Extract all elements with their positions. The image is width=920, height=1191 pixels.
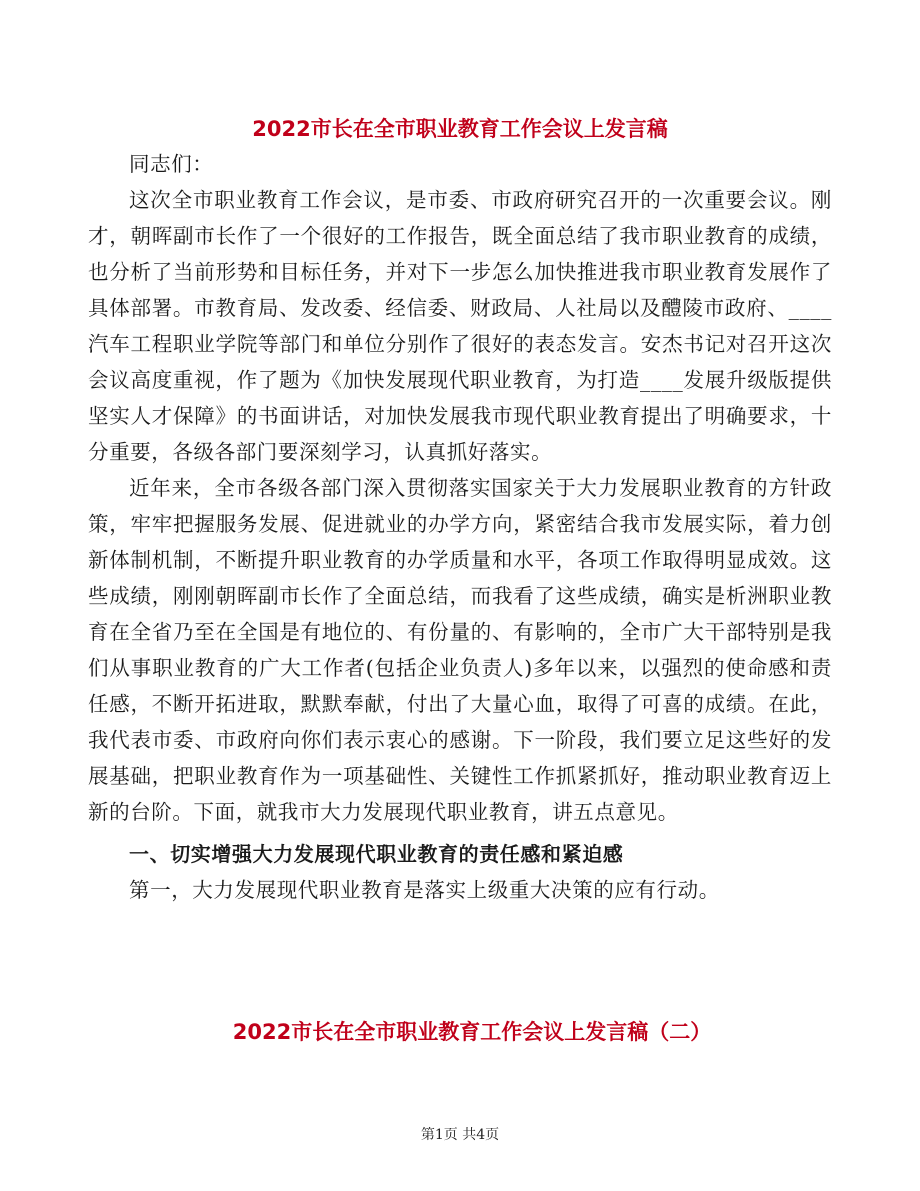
next-document-title: 2022市长在全市职业教育工作会议上发言稿（二）: [232, 1020, 712, 1044]
page-number-footer: 第1页 共4页: [420, 1127, 500, 1143]
paragraph-2: 近年来，全市各级各部门深入贯彻落实国家关于大力发展职业教育的方针政策，牢牢把握服务发展、促进就业的办学方向，紧密结合我市发展实际，着力创新体制机制，不断提升职业教育的办学质量和水平，各项工作取得明显成效。这些成绩，刚刚朝晖副市长作了全面总结，而我看了这些成绩，确实是析洲职业教育在全省乃至在全国是有地位的、有份量的、有影响的，全市广大干部特别是我们从事职业教育的广大工作者(包括企业负责人)多年以来，以强烈的使命感和责任感，不断开拓进取，默默奉献，付出了大量心血，取得了可喜的成绩。在此，我代表市委、市政府向你们表示衷心的感谢。下一阶段，我们要立足这些好的发展基础，把职业教育作为一项基础性、关键性工作抓紧抓好，推动职业教育迈上新的台阶。下面，就我市大力发展现代职业教育，讲五点意见。: [88, 476, 832, 824]
salutation: 同志们：: [129, 152, 214, 176]
document-body: [88, 146, 832, 908]
section-heading: 一、切实增强大力发展现代职业教育的责任感和紧迫感: [129, 842, 624, 866]
first-point: 第一，大力发展现代职业教育是落实上级重大决策的应有行动。: [129, 878, 720, 902]
paragraph-1: 这次全市职业教育工作会议，是市委、市政府研究召开的一次重要会议。刚才，朝晖副市长作了一个很好的工作报告，既全面总结了我市职业教育的成绩，也分析了当前形势和目标任务，并对下一步怎么加快推进我市职业教育发展作了具体部署。市教育局、发改委、经信委、财政局、人社局以及醴陵市政府、____汽车工程职业学院等部门和单位分别作了很好的表态发言。安杰书记对召开这次会议高度重视，作了题为《加快发展现代职业教育，为打造____发展升级版提供坚实人才保障》的书面讲话，对加快发展我市现代职业教育提出了明确要求，十分重要，各级各部门要深刻学习，认真抓好落实。: [88, 188, 832, 464]
document-title: 2022市长在全市职业教育工作会议上发言稿: [252, 117, 668, 141]
